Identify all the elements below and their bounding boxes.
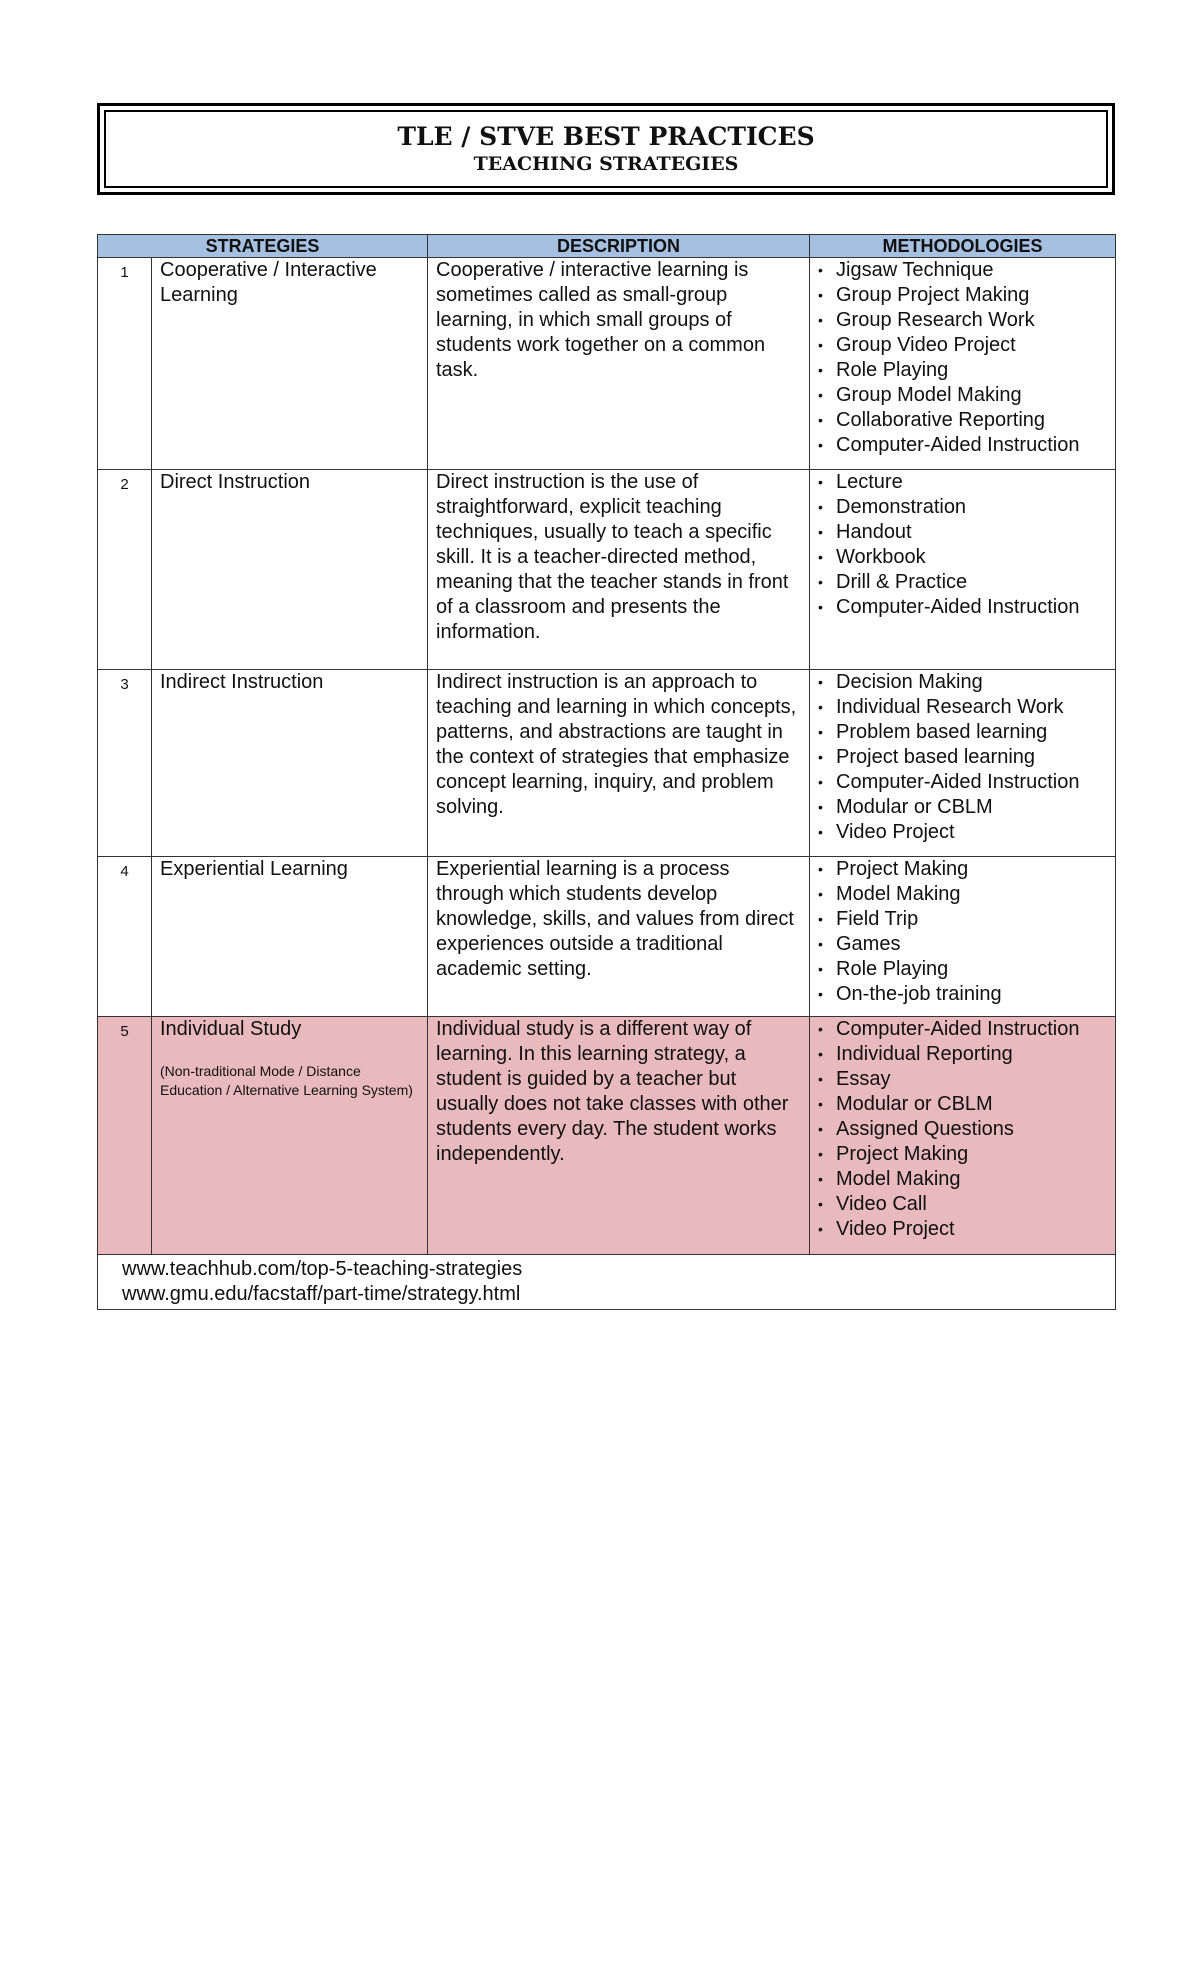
column-header-methodologies: METHODOLOGIES — [810, 235, 1116, 258]
bullet-icon: • — [818, 337, 823, 353]
methodologies-cell — [810, 470, 1116, 670]
methodologies-cell — [810, 1017, 1116, 1255]
strategy-description: Individual study is a different way of learning. In this learning strategy, a student is guided by a teacher but usually does not take classes with other students every day. The student works independently. — [428, 1017, 810, 1255]
bullet-icon: • — [818, 886, 823, 902]
page-title: TLE / STVE BEST PRACTICES — [397, 122, 815, 151]
bullet-icon: • — [818, 1171, 823, 1187]
list-item: • Group Project Making — [818, 284, 1030, 306]
list-item: • Demonstration — [818, 496, 967, 518]
list-item: • Group Model Making — [818, 384, 1022, 406]
list-item: • Project based learning — [818, 746, 1036, 768]
column-header-strategies: STRATEGIES — [98, 235, 428, 258]
list-item: • Games — [818, 933, 901, 955]
bullet-icon: • — [818, 1071, 823, 1087]
list-item: • Workbook — [818, 546, 926, 568]
bullet-icon: • — [818, 549, 823, 565]
list-item: • Role Playing — [818, 359, 949, 381]
list-item: • Decision Making — [818, 671, 983, 693]
list-item: • Essay — [818, 1068, 891, 1090]
reference-link: www.gmu.edu/facstaff/part-time/strategy.html — [122, 1283, 521, 1305]
row-number: 4 — [98, 857, 152, 1017]
bullet-icon: • — [818, 387, 823, 403]
list-item: • Group Research Work — [818, 309, 1035, 331]
list-item: • Project Making — [818, 1143, 969, 1165]
bullet-icon: • — [818, 437, 823, 453]
bullet-icon: • — [818, 1021, 823, 1037]
list-item: • Lecture — [818, 471, 903, 493]
table-row — [98, 670, 1116, 857]
bullet-icon: • — [818, 312, 823, 328]
bullet-icon: • — [818, 986, 823, 1002]
bullet-icon: • — [818, 799, 823, 815]
strategy-name: Indirect Instruction — [152, 670, 428, 857]
bullet-icon: • — [818, 1146, 823, 1162]
strategy-description: Direct instruction is the use of straightforward, explicit teaching techniques, usually to teach a specific skill. It is a teacher-directed method, meaning that the teacher stands in front of a classroom and presents the information. — [428, 470, 810, 670]
bullet-icon: • — [818, 412, 823, 428]
bullet-icon: • — [818, 1096, 823, 1112]
methodologies-list — [818, 470, 1107, 620]
table-row — [98, 1017, 1116, 1255]
bullet-icon: • — [818, 911, 823, 927]
list-item: • On-the-job training — [818, 983, 1002, 1005]
list-item: • Video Call — [818, 1193, 927, 1215]
strategy-description: Experiential learning is a process through which students develop knowledge, skills, and values from direct experiences outside a traditional academic setting. — [428, 857, 810, 1017]
bullet-icon: • — [818, 574, 823, 590]
list-item: • Model Making — [818, 1168, 961, 1190]
bullet-icon: • — [818, 599, 823, 615]
list-item: • Problem based learning — [818, 721, 1048, 743]
methodologies-cell — [810, 670, 1116, 857]
row-number: 2 — [98, 470, 152, 670]
bullet-icon: • — [818, 961, 823, 977]
list-item: • Role Playing — [818, 958, 949, 980]
methodologies-list — [818, 258, 1107, 458]
bullet-icon: • — [818, 861, 823, 877]
bullet-icon: • — [818, 936, 823, 952]
methodologies-list — [818, 670, 1107, 845]
list-item: • Video Project — [818, 1218, 955, 1240]
bullet-icon: • — [818, 499, 823, 515]
list-item: • Field Trip — [818, 908, 919, 930]
row-number: 1 — [98, 258, 152, 470]
list-item: • Computer-Aided Instruction — [818, 1018, 1080, 1040]
bullet-icon: • — [818, 1121, 823, 1137]
strategy-description: Indirect instruction is an approach to teaching and learning in which concepts, patterns, and abstractions are taught in the context of strategies that emphasize concept learning, inquiry, and problem solving. — [428, 670, 810, 857]
page-subtitle: TEACHING STRATEGIES — [473, 153, 739, 175]
row-number: 5 — [98, 1017, 152, 1255]
bullet-icon: • — [818, 724, 823, 740]
references-cell — [98, 1255, 1116, 1310]
bullet-icon: • — [818, 1046, 823, 1062]
methodologies-cell — [810, 258, 1116, 470]
list-item: • Assigned Questions — [818, 1118, 1014, 1140]
strategy-cell — [152, 1017, 428, 1255]
bullet-icon: • — [818, 474, 823, 490]
bullet-icon: • — [818, 287, 823, 303]
methodologies-list — [818, 857, 1107, 1007]
bullet-icon: • — [818, 699, 823, 715]
column-header-description: DESCRIPTION — [428, 235, 810, 258]
strategy-description: Cooperative / interactive learning is sometimes called as small-group learning, in which small groups of students work together on a common task. — [428, 258, 810, 470]
list-item: • Handout — [818, 521, 912, 543]
references-row — [98, 1255, 1116, 1310]
list-item: • Project Making — [818, 858, 969, 880]
table-row — [98, 470, 1116, 670]
bullet-icon: • — [818, 362, 823, 378]
table-row — [98, 258, 1116, 470]
list-item: • Individual Research Work — [818, 696, 1064, 718]
list-item: • Collaborative Reporting — [818, 409, 1046, 431]
list-item: • Computer-Aided Instruction — [818, 434, 1080, 456]
bullet-icon: • — [818, 262, 823, 278]
table-row — [98, 857, 1116, 1017]
list-item: • Jigsaw Technique — [818, 259, 994, 281]
list-item: • Modular or CBLM — [818, 796, 993, 818]
strategy-note: (Non-traditional Mode / Distance Education / Alternative Learning System) — [160, 1063, 413, 1098]
table-header-row — [98, 235, 1116, 258]
strategy-name: Cooperative / Interactive Learning — [152, 258, 428, 470]
list-item: • Model Making — [818, 883, 961, 905]
bullet-icon: • — [818, 824, 823, 840]
row-number: 3 — [98, 670, 152, 857]
list-item: • Group Video Project — [818, 334, 1016, 356]
bullet-icon: • — [818, 674, 823, 690]
list-item: • Computer-Aided Instruction — [818, 596, 1080, 618]
bullet-icon: • — [818, 774, 823, 790]
methodologies-list — [818, 1017, 1107, 1242]
list-item: • Computer-Aided Instruction — [818, 771, 1080, 793]
strategy-name: Direct Instruction — [152, 470, 428, 670]
bullet-icon: • — [818, 524, 823, 540]
reference-link: www.teachhub.com/top-5-teaching-strategies — [122, 1258, 523, 1280]
bullet-icon: • — [818, 749, 823, 765]
bullet-icon: • — [818, 1196, 823, 1212]
list-item: • Modular or CBLM — [818, 1093, 993, 1115]
strategy-name: Individual Study — [160, 1018, 302, 1040]
bullet-icon: • — [818, 1221, 823, 1237]
list-item: • Video Project — [818, 821, 955, 843]
strategy-name: Experiential Learning — [152, 857, 428, 1017]
list-item: • Drill & Practice — [818, 571, 968, 593]
methodologies-cell — [810, 857, 1116, 1017]
list-item: • Individual Reporting — [818, 1043, 1013, 1065]
title-box — [97, 103, 1115, 195]
strategies-table — [97, 234, 1116, 1310]
title-inner-frame — [104, 110, 1108, 188]
